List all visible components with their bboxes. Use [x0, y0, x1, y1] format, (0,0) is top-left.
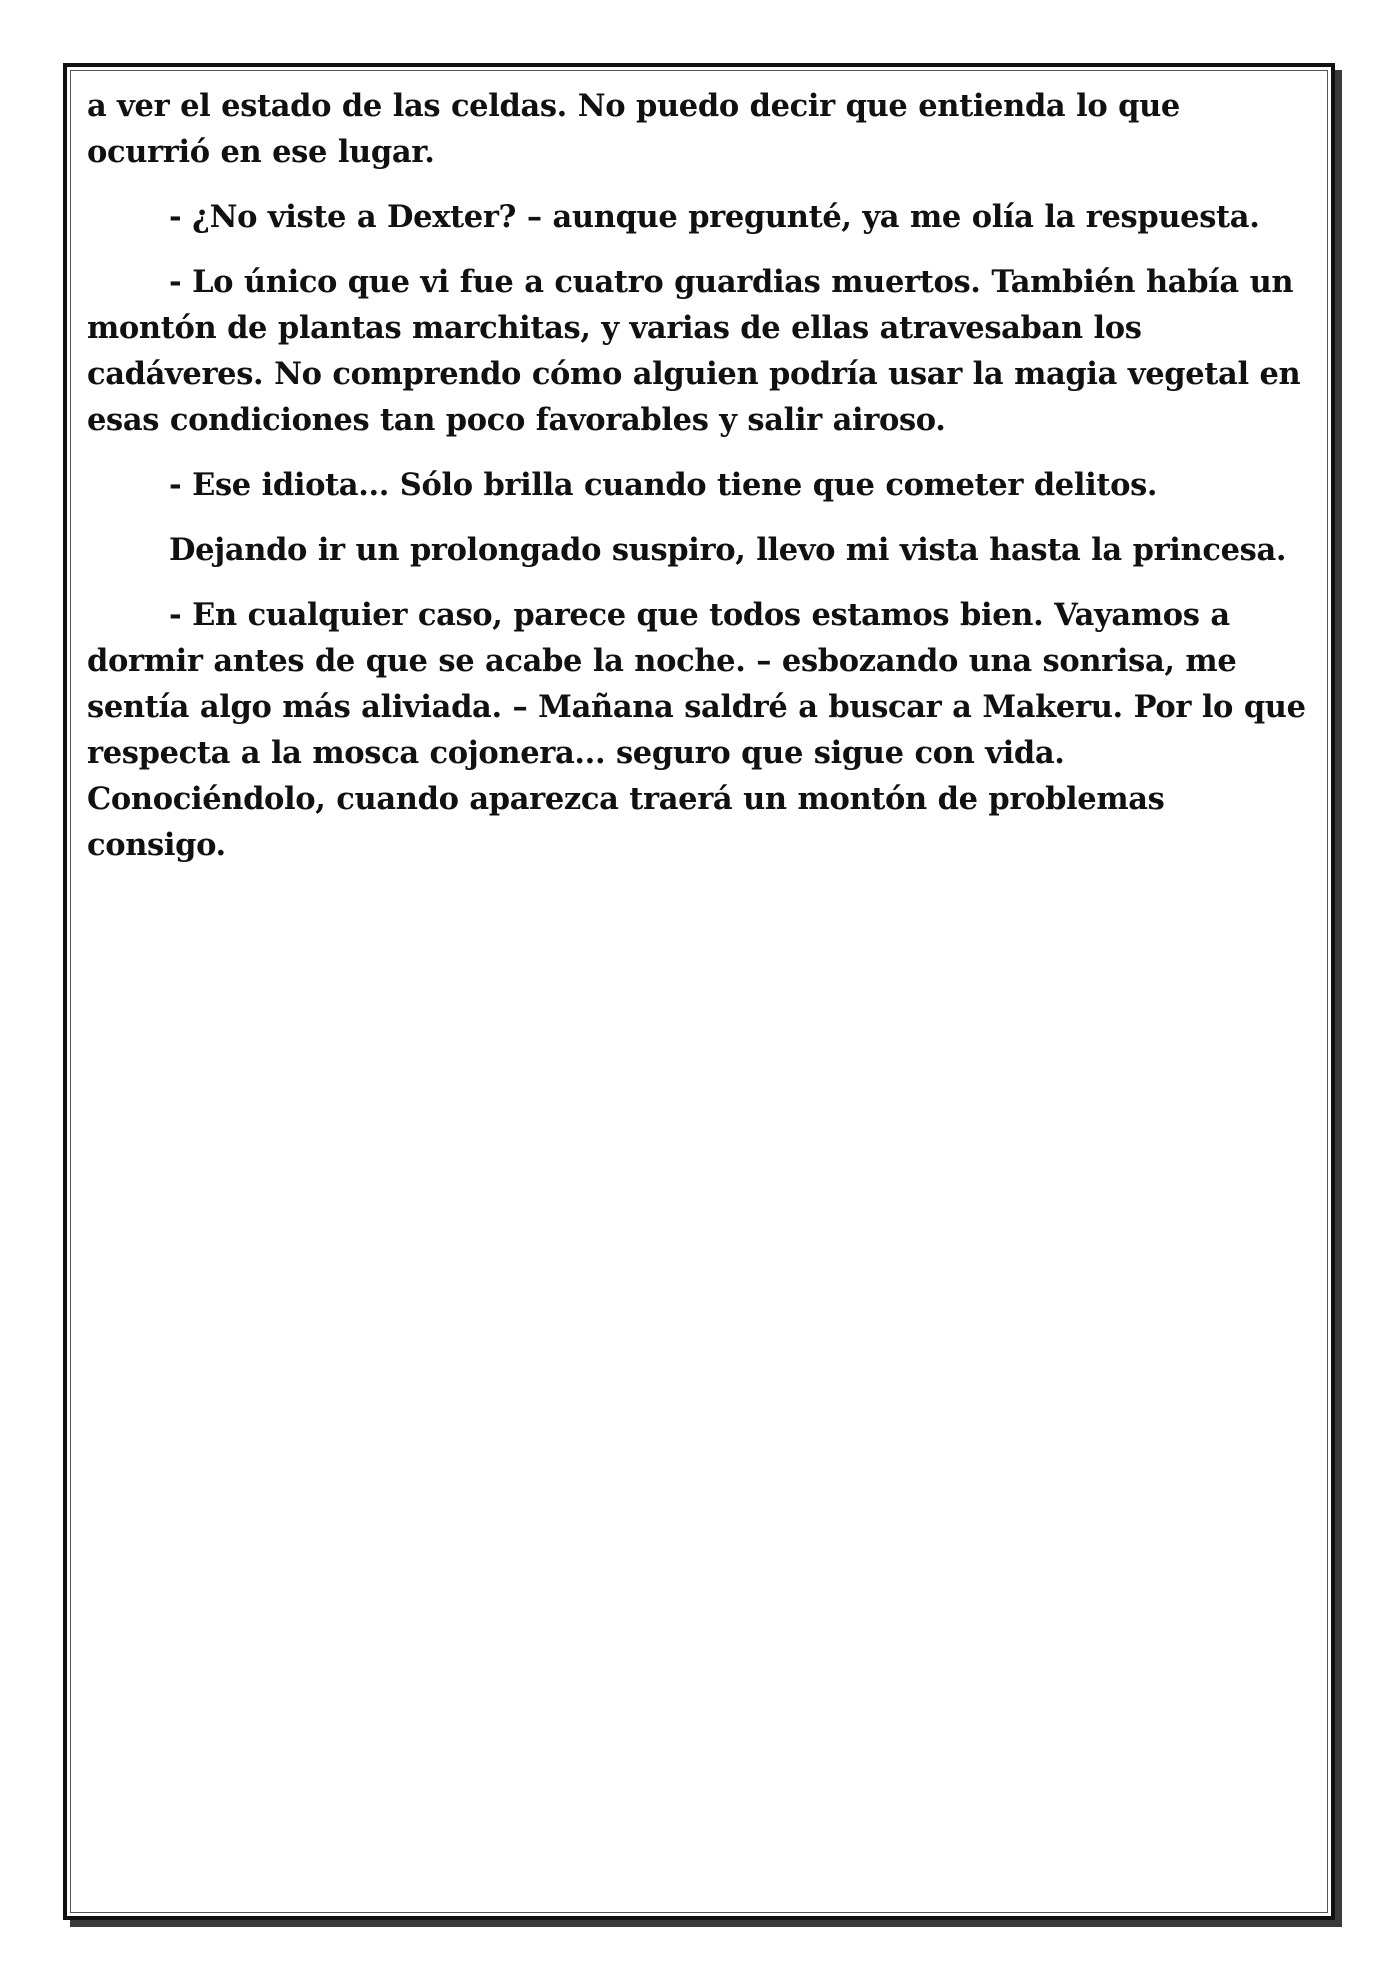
- paragraph-6: - En cualquier caso, parece que todos estamos bien. Vayamos a dormir antes de que se acabe la noche. – esbozando una sonrisa, me sentía algo más aliviada. – Mañana saldré a buscar a Makeru. Por lo que respecta a la mosca cojonera... seguro que sigue con vida. Conociéndolo, cuando aparezca traerá un montón de problemas consigo.: [87, 597, 1306, 863]
- paragraph-2: - ¿No viste a Dexter? – aunque pregunté, ya me olía la respuesta.: [169, 199, 1260, 235]
- page-frame: [63, 63, 1335, 1920]
- paragraph-4: - Ese idiota... Sólo brilla cuando tiene que cometer delitos.: [169, 467, 1158, 503]
- paragraph-1: a ver el estado de las celdas. No puedo decir que entienda lo que ocurrió en ese lugar.: [87, 88, 1180, 170]
- paragraph-3: - Lo único que vi fue a cuatro guardias muertos. También había un montón de plantas marchitas, y varias de ellas atravesaban los cadáveres. No comprendo cómo alguien podría usar la magia vegetal en esas condiciones tan poco favorables y salir airoso.: [87, 264, 1301, 438]
- paragraph-5: Dejando ir un prolongado suspiro, llevo mi vista hasta la princesa.: [169, 532, 1287, 568]
- document-body: [87, 83, 1311, 887]
